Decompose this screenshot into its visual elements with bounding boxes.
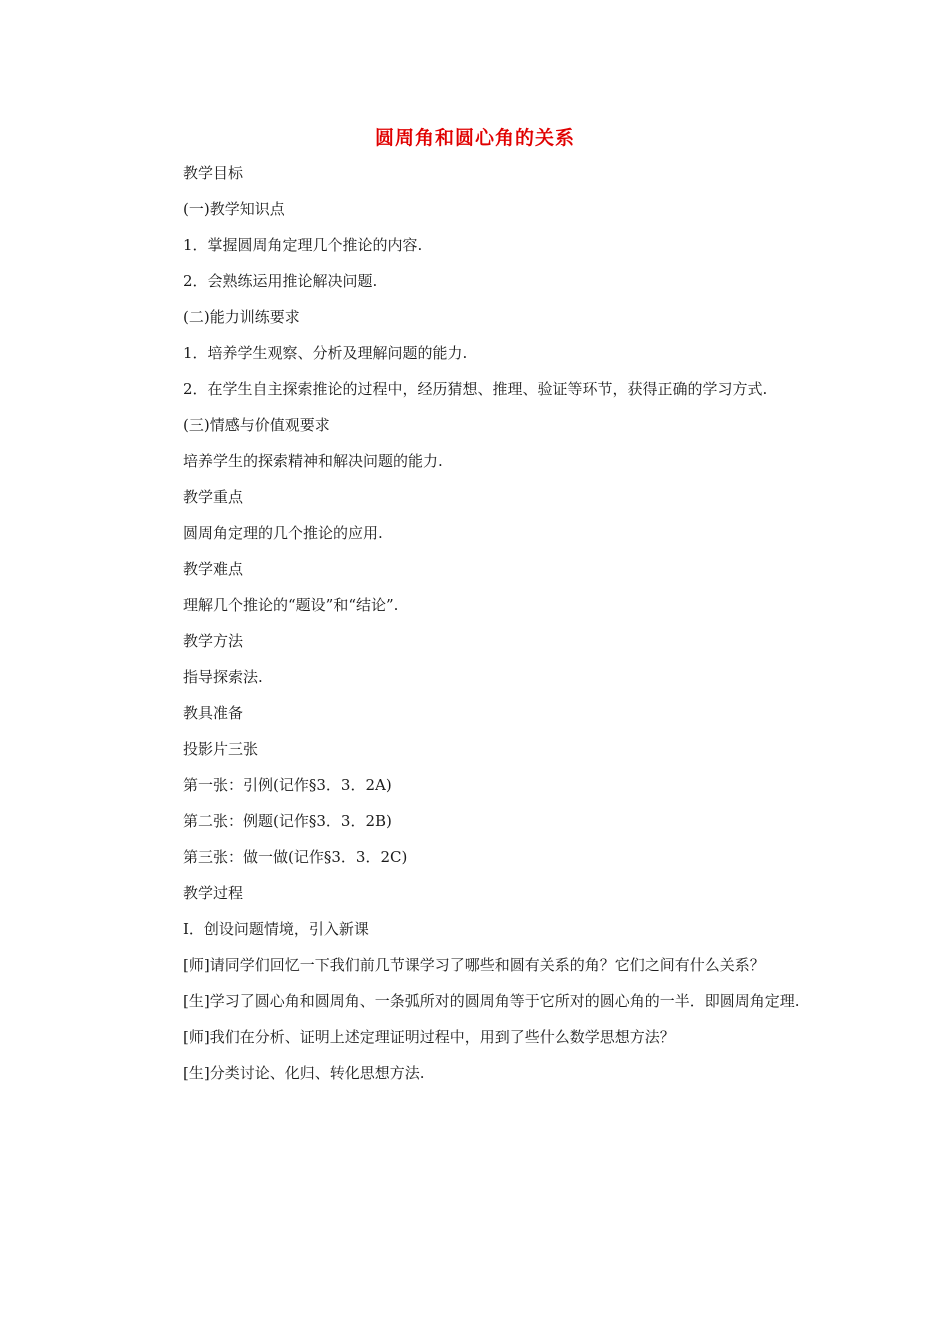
paragraph: [师]我们在分析、证明上述定理证明过程中，用到了些什么数学思想方法？ — [183, 1028, 675, 1046]
document-body — [146, 163, 806, 1099]
paragraph: [生]学习了圆心角和圆周角、一条弧所对的圆周角等于它所对的圆心角的一半．即圆周角定理. — [183, 992, 800, 1010]
paragraph: 1．培养学生观察、分析及理解问题的能力. — [183, 344, 468, 362]
paragraph: (一)教学知识点 — [183, 200, 285, 218]
paragraph: 2．在学生自主探索推论的过程中，经历猜想、推理、验证等环节，获得正确的学习方式. — [183, 380, 768, 398]
paragraph: 投影片三张 — [183, 740, 259, 758]
paragraph: [生]分类讨论、化归、转化思想方法. — [183, 1064, 425, 1082]
paragraph: 教学过程 — [183, 884, 244, 902]
paragraph: (二)能力训练要求 — [183, 308, 300, 326]
paragraph: 第一张：引例(记作§3．3．2A) — [183, 776, 392, 794]
paragraph: 理解几个推论的“题设”和“结论”. — [183, 596, 399, 614]
paragraph: 教学难点 — [183, 560, 244, 578]
paragraph: (三)情感与价值观要求 — [183, 416, 330, 434]
paragraph: 教学目标 — [183, 164, 244, 182]
paragraph: 1．掌握圆周角定理几个推论的内容. — [183, 236, 423, 254]
paragraph: 指导探索法. — [183, 668, 263, 686]
paragraph: 教学重点 — [183, 488, 244, 506]
paragraph: 2．会熟练运用推论解决问题. — [183, 272, 378, 290]
paragraph: 培养学生的探索精神和解决问题的能力. — [183, 452, 443, 470]
paragraph: 圆周角定理的几个推论的应用. — [183, 524, 383, 542]
paragraph: Ⅰ．创设问题情境，引入新课 — [183, 920, 369, 938]
paragraph: 教具准备 — [183, 704, 244, 722]
document-title: 圆周角和圆心角的关系 — [374, 127, 575, 149]
paragraph: 第二张：例题(记作§3．3．2B) — [183, 812, 392, 830]
paragraph: [师]请同学们回忆一下我们前几节课学习了哪些和圆有关系的角？它们之间有什么关系？ — [183, 956, 765, 974]
paragraph: 教学方法 — [183, 632, 244, 650]
paragraph: 第三张：做一做(记作§3．3．2C) — [183, 848, 408, 866]
